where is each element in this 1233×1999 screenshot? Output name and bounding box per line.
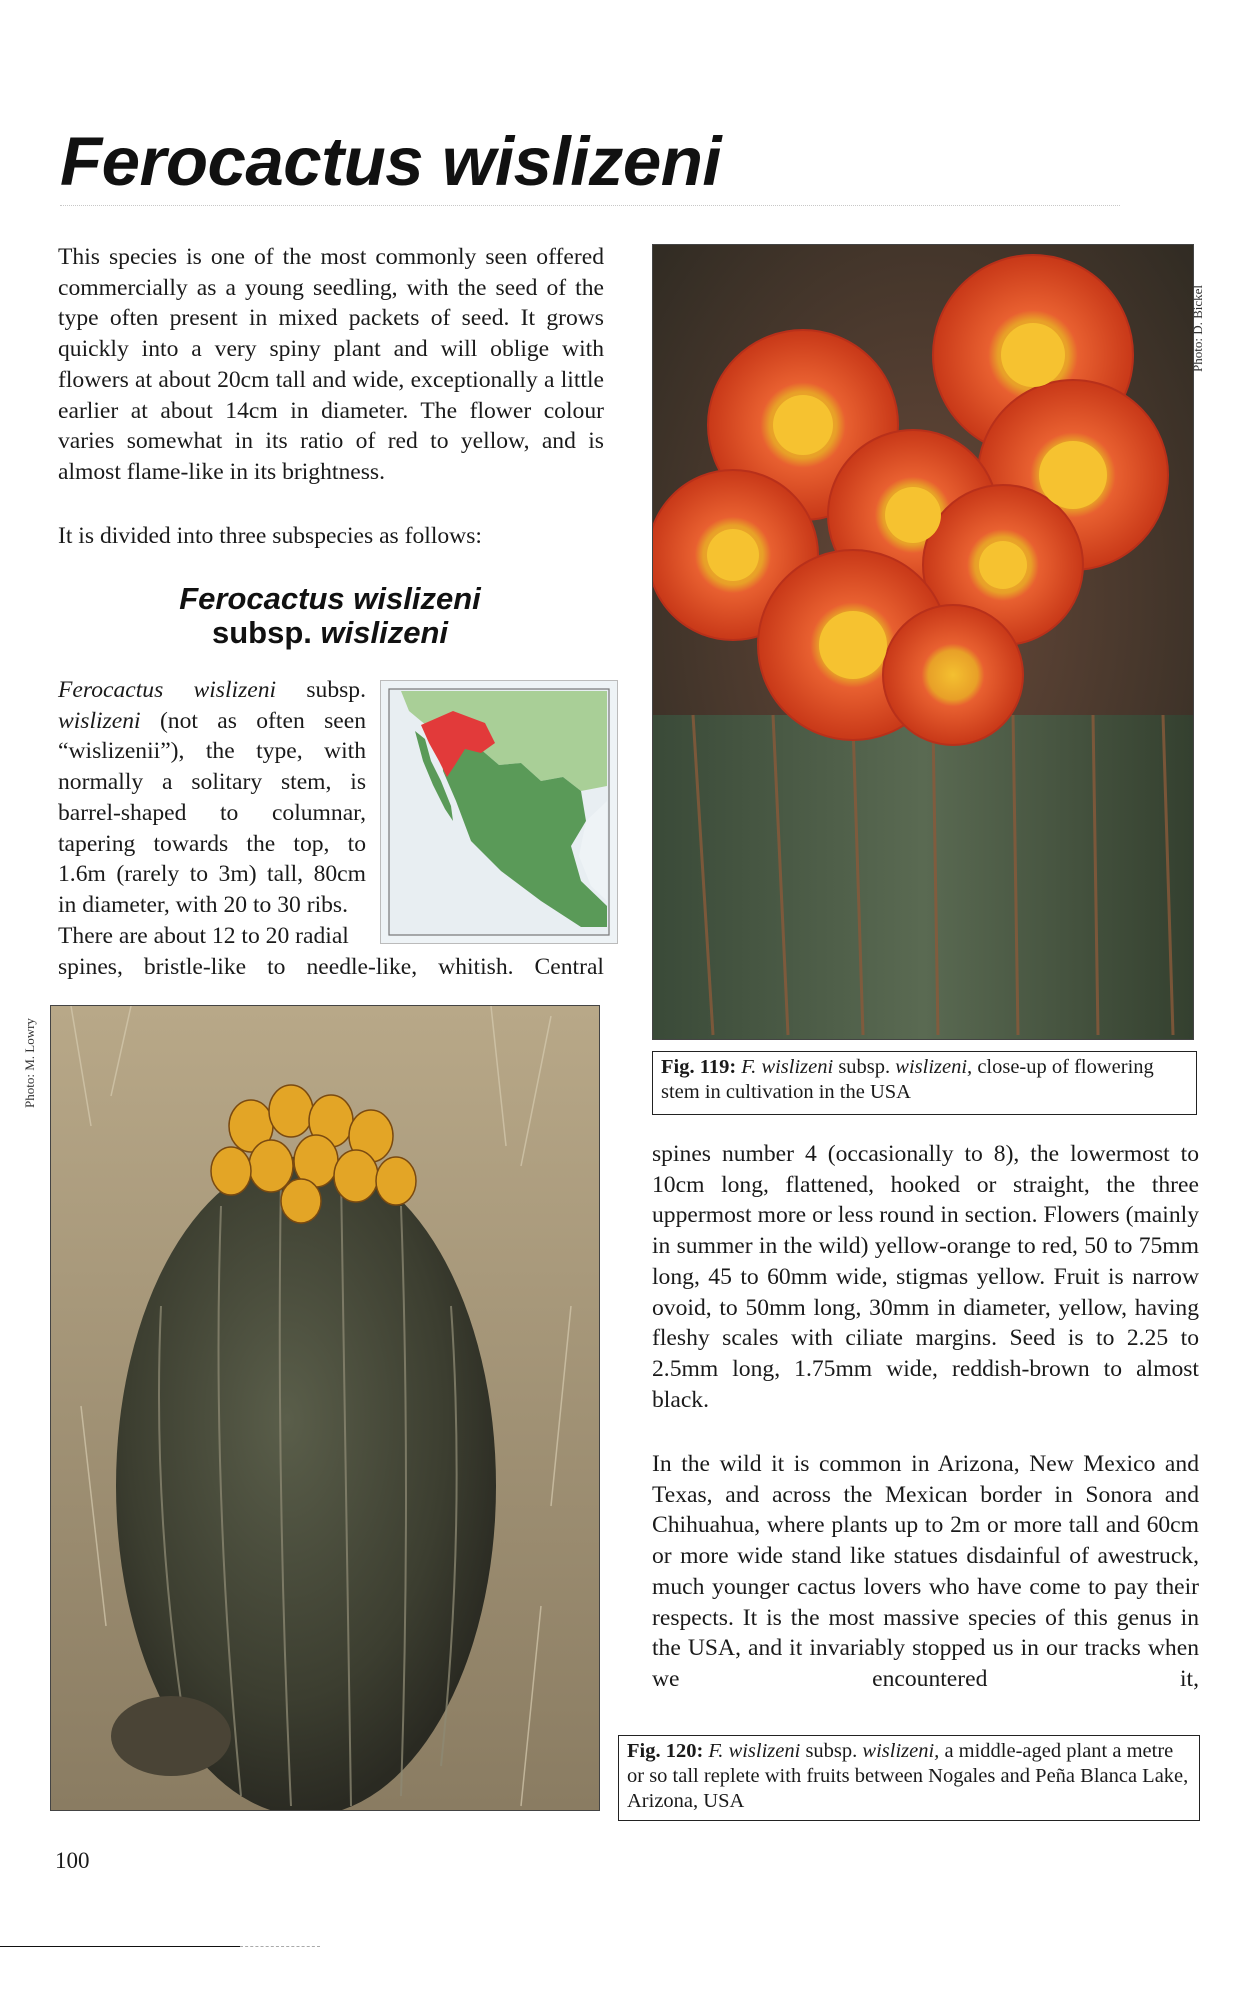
fig120-abbrev: F. bbox=[708, 1740, 724, 1762]
page-number: 100 bbox=[55, 1848, 90, 1873]
subspecies-heading-line1: Ferocactus wislizeni bbox=[179, 581, 481, 616]
fig120-epithet: wislizeni, bbox=[862, 1740, 940, 1762]
photo-whole-plant bbox=[50, 1005, 600, 1811]
fig119-abbrev: F. bbox=[741, 1056, 757, 1078]
title-divider bbox=[60, 205, 1120, 206]
fig120-label: Fig. 120: bbox=[627, 1740, 704, 1762]
page-title: Ferocactus wislizeni bbox=[60, 123, 722, 200]
photo-credit-top: Photo: D. Bickel bbox=[1190, 284, 1205, 372]
fig120-rank: subsp. bbox=[805, 1740, 858, 1762]
distribution-map bbox=[380, 680, 618, 944]
subspecies-description bbox=[58, 675, 366, 951]
wild-paragraph: In the wild it is common in Arizona, New Mexico and Texas, and across the Mexican border in Sonora and Chihuahua, where plants up to 2m or more tall and 60cm or more wide stand like statues disdainful of awestruck, much younger cactus lovers who have come to pay their respects. It is the most massive species of this genus in the USA, and it invariably stopped us in our tracks when we encountered it, bbox=[652, 1451, 1199, 1692]
distribution-map-graphic bbox=[381, 681, 617, 943]
fig119-species: wislizeni bbox=[761, 1056, 834, 1078]
desc-line-6: in diameter, with 20 to 30 ribs. bbox=[58, 891, 349, 918]
caption-fig-120 bbox=[618, 1735, 1200, 1821]
subspecies-intro-line: It is divided into three subspecies as follows: bbox=[58, 523, 482, 549]
desc-line-4: tapering towards the top, to bbox=[58, 830, 366, 857]
fig119-text: close-up of flowering stem in cultivation in the USA bbox=[661, 1056, 1154, 1103]
desc-line-1: “wislizenii”), the type, with bbox=[58, 738, 366, 765]
desc-genus-species: Ferocactus wislizeni bbox=[58, 677, 277, 703]
desc-line-3: barrel-shaped to columnar, bbox=[58, 799, 366, 826]
subspecies-heading-rank: subsp. bbox=[211, 615, 312, 650]
caption-fig-119 bbox=[652, 1051, 1197, 1115]
desc-last-line: spines, bristle-like to needle-like, whitish. Central bbox=[58, 954, 604, 980]
subspecies-heading-epithet: wislizeni bbox=[320, 615, 448, 650]
photo-flowering-stem bbox=[652, 244, 1194, 1040]
fig120-text: a middle-aged plant a metre or so tall replete with fruits between Nogales and Peña Blanca Lake, Arizona, USA bbox=[627, 1740, 1189, 1812]
subspecies-heading bbox=[150, 582, 510, 650]
fig119-label: Fig. 119: bbox=[661, 1056, 737, 1078]
desc-line-7: There are about 12 to 20 radial bbox=[58, 922, 349, 949]
photo-credit-bottom: Photo: M. Lowry bbox=[22, 1018, 37, 1108]
footer-rule bbox=[0, 1946, 240, 1947]
fig119-rank: subsp. bbox=[838, 1056, 891, 1078]
flowering-stem-image bbox=[653, 245, 1193, 1039]
desc-line-0: (not as often seen bbox=[159, 707, 366, 734]
desc-line-5: 1.6m (rarely to 3m) tall, 80cm bbox=[58, 861, 366, 888]
continuation-paragraph: spines number 4 (occasionally to 8), the lowermost to 10cm long, flattened, hooked or straight, the three uppermost more or less round in section. Flowers (mainly in summer in the wild) yellow-orange to red, 50 to 75mm long, 45 to 60mm wide, stigmas yellow. Fruit is narrow ovoid, to 50mm long, 30mm in diameter, yellow, having fleshy scales with ciliate margins. Seed is to 2.25 to 2.5mm long, 1.75mm wide, reddish-brown to almost black. bbox=[652, 1141, 1199, 1413]
desc-rank: subsp. bbox=[306, 677, 366, 703]
footer-dotted-rule bbox=[240, 1946, 320, 1947]
whole-plant-image bbox=[51, 1006, 599, 1810]
fig120-species: wislizeni bbox=[728, 1740, 801, 1762]
fig119-epithet: wislizeni, bbox=[895, 1056, 973, 1078]
desc-line-2: normally a solitary stem, is bbox=[58, 769, 366, 796]
intro-paragraph: This species is one of the most commonly seen offered commercially as a young seedling, with the seed of the type often present in mixed packets of seed. It grows quickly into a very spiny plant and will oblige with flowers at about 20cm tall and wide, exceptionally a little earlier at about 14cm in diameter. The flower colour varies somewhat in its ratio of red to yellow, and is almost flame-like in its brightness. bbox=[58, 244, 604, 485]
desc-epithet: wislizeni bbox=[58, 707, 141, 734]
